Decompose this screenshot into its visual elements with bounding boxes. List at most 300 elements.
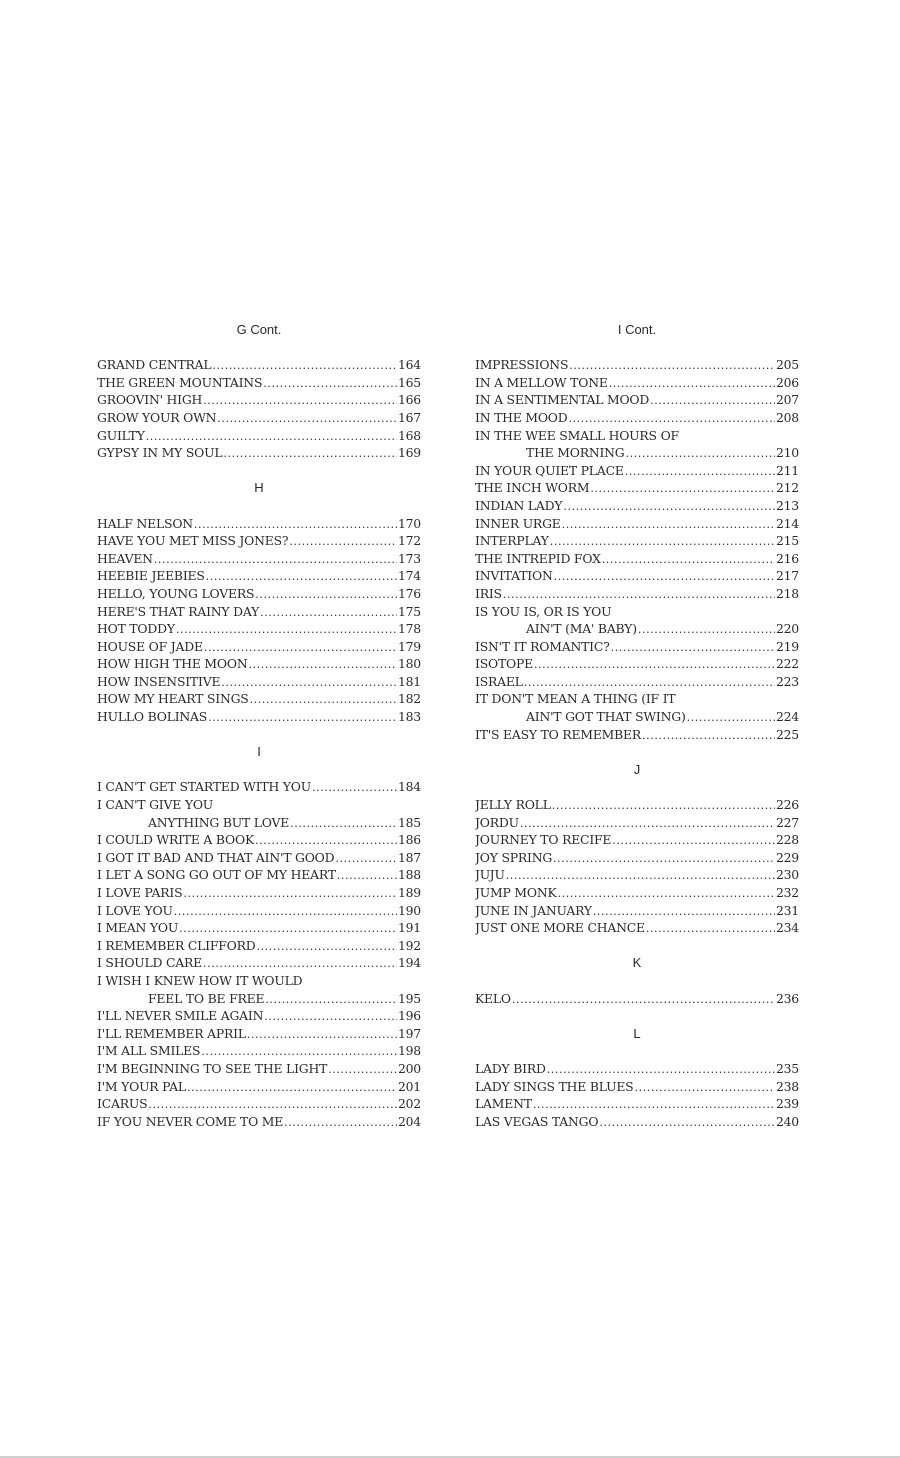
entry-line: [97, 1025, 421, 1043]
dot-leader: [337, 866, 397, 884]
section-spacer: [475, 339, 799, 357]
index-entry: [97, 884, 421, 902]
entry-page-number: 182: [397, 691, 421, 707]
dot-leader: [599, 1113, 775, 1131]
entry-title: HELLO, YOUNG LOVERS: [97, 585, 255, 601]
entry-title: HERE'S THAT RAINY DAY: [97, 603, 260, 619]
index-entry: [475, 1060, 799, 1078]
index-entry: [475, 638, 799, 656]
index-entry: [475, 919, 799, 937]
entry-page-number: 239: [775, 1096, 799, 1112]
entry-title: JUST ONE MORE CHANCE: [475, 920, 645, 936]
index-entry: [475, 550, 799, 568]
index-entry: [97, 515, 421, 533]
dot-leader: [626, 444, 775, 462]
entry-page-number: 176: [397, 585, 421, 601]
entry-page-number: 179: [397, 638, 421, 654]
entry-page-number: 172: [397, 533, 421, 549]
section-heading: I Cont.: [617, 322, 657, 337]
section-spacer: [97, 497, 421, 515]
entry-line: [475, 831, 799, 849]
entry-page-number: 219: [775, 638, 799, 654]
dot-leader: [154, 550, 397, 568]
entry-line: [97, 550, 421, 568]
dot-leader: [201, 1042, 397, 1060]
section-spacer: [475, 972, 799, 990]
dot-leader: [248, 655, 396, 673]
entry-line: [475, 1060, 799, 1078]
entry-page-number: 184: [397, 779, 421, 795]
entry-title: I LOVE YOU: [97, 902, 173, 918]
entry-line: [475, 655, 799, 673]
entry-line: [97, 356, 421, 374]
dot-leader: [255, 831, 397, 849]
entry-page-number: 197: [397, 1025, 421, 1041]
index-entry: [475, 673, 799, 691]
index-entry: [475, 814, 799, 832]
entry-page-number: 183: [397, 709, 421, 725]
entry-line: [475, 796, 799, 814]
entry-title: HOW INSENSITIVE: [97, 673, 221, 689]
entry-line: [475, 585, 799, 603]
entry-title: THE INTREPID FOX: [475, 550, 601, 566]
entry-line: [97, 902, 421, 920]
entry-page-number: 174: [397, 568, 421, 584]
dot-leader: [264, 1007, 397, 1025]
entry-line: [97, 849, 421, 867]
entry-title: I REMEMBER CLIFFORD: [97, 937, 256, 953]
index-entry: [97, 356, 421, 374]
dot-leader: [590, 479, 775, 497]
entry-page-number: 206: [775, 374, 799, 390]
index-entry: [97, 1113, 421, 1131]
entry-title: KELO: [475, 990, 511, 1006]
entry-title: ISN'T IT ROMANTIC?: [475, 638, 610, 654]
entry-title-line: [97, 972, 421, 990]
entry-page-number: 168: [397, 427, 421, 443]
dot-leader: [289, 532, 397, 550]
section-spacer: [97, 726, 421, 744]
entry-line: [97, 444, 421, 462]
index-entry: [475, 409, 799, 427]
entry-continuation-line: [97, 814, 421, 832]
index-entry: [97, 778, 421, 796]
dot-leader: [174, 902, 397, 920]
index-entry: [97, 585, 421, 603]
index-entry: [97, 972, 421, 1007]
entry-line: [475, 884, 799, 902]
section-spacer: [97, 761, 421, 779]
entry-page-number: 205: [775, 357, 799, 373]
entry-title: I CAN'T GET STARTED WITH YOU: [97, 779, 311, 795]
entry-line: [475, 409, 799, 427]
entry-line: [475, 515, 799, 533]
entry-title: LADY BIRD: [475, 1060, 546, 1076]
dot-leader: [179, 919, 397, 937]
dot-leader: [646, 919, 775, 937]
entry-line: [97, 884, 421, 902]
entry-line: [97, 620, 421, 638]
dot-leader: [265, 990, 397, 1008]
index-entry: [97, 444, 421, 462]
entry-page-number: 165: [397, 374, 421, 390]
entry-line: [475, 1078, 799, 1096]
entry-title: HAVE YOU MET MISS JONES?: [97, 533, 289, 549]
dot-leader: [255, 585, 397, 603]
dot-leader: [642, 726, 775, 744]
entry-title: ISRAEL: [475, 673, 523, 689]
entry-line: [97, 515, 421, 533]
entry-page-number: 207: [775, 392, 799, 408]
dot-leader: [634, 1078, 774, 1096]
entry-page-number: 208: [775, 409, 799, 425]
dot-leader: [609, 374, 775, 392]
entry-title: ISOTOPE: [475, 656, 533, 672]
entry-title: IT DON'T MEAN A THING (IF IT: [475, 691, 676, 707]
section-spacer: [475, 778, 799, 796]
entry-title: I'M BEGINNING TO SEE THE LIGHT: [97, 1060, 328, 1076]
dot-leader: [284, 1113, 397, 1131]
index-entry: [97, 1025, 421, 1043]
entry-line: [97, 919, 421, 937]
entry-title: HOW MY HEART SINGS: [97, 691, 249, 707]
entry-continuation-line: [475, 708, 799, 726]
dot-leader: [203, 954, 397, 972]
index-entry: [475, 585, 799, 603]
index-entry: [97, 954, 421, 972]
dot-leader: [204, 638, 397, 656]
index-entry: [97, 409, 421, 427]
entry-page-number: 214: [775, 515, 799, 531]
index-entry: [97, 1007, 421, 1025]
index-entry: [97, 638, 421, 656]
entry-page-number: 200: [397, 1060, 421, 1076]
index-entry: [97, 1042, 421, 1060]
entry-line: [475, 902, 799, 920]
index-entry: [97, 603, 421, 621]
entry-title: HALF NELSON: [97, 515, 193, 531]
entry-line: [475, 532, 799, 550]
dot-leader: [206, 567, 397, 585]
index-entry: [475, 990, 799, 1008]
entry-continuation-line: [475, 620, 799, 638]
entry-page-number: 164: [397, 357, 421, 373]
entry-line: [475, 391, 799, 409]
entry-page-number: 166: [397, 392, 421, 408]
index-entry: [475, 479, 799, 497]
entry-line: [97, 937, 421, 955]
entry-title: JUMP MONK: [475, 885, 557, 900]
entry-page-number: 216: [775, 550, 799, 566]
dot-leader: [221, 673, 397, 691]
entry-page-number: 210: [775, 445, 799, 461]
entry-page-number: 212: [775, 480, 799, 496]
index-entry: [475, 690, 799, 725]
dot-leader: [547, 1060, 775, 1078]
index-entry: [97, 567, 421, 585]
entry-page-number: 175: [397, 603, 421, 619]
dot-leader: [520, 814, 775, 832]
entry-title: I CAN'T GIVE YOU: [97, 797, 214, 813]
index-entry: [475, 1095, 799, 1113]
entry-line: [97, 673, 421, 691]
entry-title: LAMENT: [475, 1096, 532, 1112]
entry-page-number: 170: [397, 515, 421, 531]
left-column: [97, 321, 421, 1130]
dot-leader: [208, 708, 397, 726]
entry-title-continuation: ANYTHING BUT LOVE: [148, 814, 290, 830]
dot-leader: [625, 462, 775, 480]
entry-title: GRAND CENTRAL: [97, 357, 212, 373]
entry-page-number: 211: [775, 462, 799, 478]
index-entry: [97, 427, 421, 445]
index-entry: [97, 532, 421, 550]
dot-leader: [568, 409, 774, 427]
dot-leader: [250, 690, 397, 708]
dot-leader: [263, 374, 397, 392]
entry-line: [475, 638, 799, 656]
entry-line: [475, 726, 799, 744]
entry-page-number: 220: [775, 621, 799, 637]
entry-title: JOURNEY TO RECIFE: [475, 832, 612, 848]
entry-line: [97, 427, 421, 445]
entry-title-line: [475, 690, 799, 708]
entry-title: IF YOU NEVER COME TO ME: [97, 1113, 284, 1129]
index-entry: [475, 884, 799, 902]
section-spacer: [475, 937, 799, 955]
entry-line: [97, 567, 421, 585]
section-heading: J: [633, 761, 641, 777]
index-entry: [97, 1060, 421, 1078]
entry-title: I COULD WRITE A BOOK: [97, 832, 255, 848]
entry-page-number: 215: [775, 533, 799, 549]
entry-title: IMPRESSIONS: [475, 357, 569, 373]
entry-line: [475, 866, 799, 884]
entry-page-number: 186: [397, 832, 421, 848]
index-entry: [97, 902, 421, 920]
dot-leader: [223, 444, 397, 462]
entry-line: [97, 1078, 421, 1096]
entry-line: [475, 356, 799, 374]
entry-title: I LET A SONG GO OUT OF MY HEART: [97, 867, 336, 883]
entry-title: I WISH I KNEW HOW IT WOULD: [97, 972, 303, 988]
entry-line: [475, 919, 799, 937]
entry-line: [97, 831, 421, 849]
entry-page-number: 238: [775, 1078, 799, 1094]
entry-page-number: 231: [775, 902, 799, 918]
index-entry: [97, 1078, 421, 1096]
entry-line: [97, 954, 421, 972]
dot-leader: [194, 515, 397, 533]
entry-page-number: 204: [397, 1113, 421, 1129]
section-heading: I: [257, 744, 261, 760]
entry-page-number: 195: [397, 990, 421, 1006]
entry-title-continuation: THE MORNING: [526, 445, 625, 461]
entry-page-number: 187: [397, 849, 421, 865]
entry-page-number: 180: [397, 656, 421, 672]
entry-title: IN A SENTIMENTAL MOOD: [475, 392, 650, 408]
entry-title: IN YOUR QUIET PLACE: [475, 462, 624, 478]
entry-page-number: 236: [775, 990, 799, 1006]
entry-title-continuation: FEEL TO BE FREE: [148, 990, 265, 1006]
entry-line: [475, 1113, 799, 1131]
entry-page-number: 196: [397, 1008, 421, 1024]
dot-leader: [256, 937, 396, 955]
entry-page-number: 189: [397, 885, 421, 900]
dot-leader: [512, 990, 775, 1008]
entry-title: LADY SINGS THE BLUES: [475, 1078, 634, 1094]
entry-line: [97, 708, 421, 726]
entry-title-continuation: AIN'T GOT THAT SWING): [526, 709, 686, 725]
dot-leader: [217, 409, 397, 427]
index-entry: [97, 708, 421, 726]
dot-leader: [554, 567, 775, 585]
dot-leader: [593, 902, 775, 920]
entry-page-number: 185: [397, 814, 421, 830]
index-entry: [97, 1095, 421, 1113]
entry-title: JELLY ROLL: [475, 797, 551, 813]
entry-page-number: 225: [775, 726, 799, 742]
dot-leader: [506, 866, 775, 884]
entry-page-number: 230: [775, 867, 799, 883]
entry-page-number: 191: [397, 920, 421, 936]
entry-line: [97, 1007, 421, 1025]
index-entry: [475, 462, 799, 480]
entry-title-line: [475, 427, 799, 445]
entry-title: LAS VEGAS TANGO: [475, 1113, 599, 1129]
section-heading: G Cont.: [236, 322, 282, 337]
dot-leader: [611, 638, 775, 656]
dot-leader: [533, 1095, 775, 1113]
entry-title: THE GREEN MOUNTAINS: [97, 374, 263, 390]
right-column: [475, 321, 799, 1130]
entry-page-number: 234: [775, 920, 799, 936]
entry-title: HEEBIE JEEBIES: [97, 568, 205, 584]
index-entry: [475, 532, 799, 550]
entry-title-continuation: AIN'T (MA' BABY): [526, 621, 637, 637]
index-entry: [475, 849, 799, 867]
entry-page-number: 228: [775, 832, 799, 848]
entry-line: [97, 1042, 421, 1060]
entry-page-number: 226: [775, 797, 799, 813]
entry-page-number: 235: [775, 1060, 799, 1076]
entry-title: HOT TODDY: [97, 621, 175, 637]
entry-title: GROOVIN' HIGH: [97, 392, 203, 408]
index-entry: [475, 497, 799, 515]
index-entry: [475, 603, 799, 638]
entry-title: I SHOULD CARE: [97, 955, 203, 971]
dot-leader: [148, 1095, 397, 1113]
entry-page-number: 198: [397, 1043, 421, 1059]
entry-line: [97, 690, 421, 708]
index-entry: [475, 356, 799, 374]
index-entry: [475, 866, 799, 884]
entry-title: JUNE IN JANUARY: [475, 902, 592, 918]
entry-continuation-line: [475, 444, 799, 462]
index-entry: [97, 796, 421, 831]
entry-page-number: 223: [775, 673, 799, 689]
dot-leader: [553, 849, 775, 867]
index-entry: [97, 673, 421, 691]
entry-line: [97, 1060, 421, 1078]
entry-page-number: 173: [397, 550, 421, 566]
index-entry: [475, 374, 799, 392]
dot-leader: [638, 620, 775, 638]
dot-leader: [260, 603, 397, 621]
section-heading: L: [633, 1025, 641, 1041]
entry-title: INDIAN LADY: [475, 497, 563, 513]
dot-leader: [176, 620, 397, 638]
entry-page-number: 194: [397, 955, 421, 971]
entry-page-number: 201: [397, 1078, 421, 1094]
index-entry: [97, 391, 421, 409]
entry-page-number: 167: [397, 409, 421, 425]
entry-line: [97, 638, 421, 656]
dot-leader: [650, 391, 775, 409]
entry-page-number: 232: [775, 885, 799, 900]
entry-title: IT'S EASY TO REMEMBER: [475, 726, 642, 742]
dot-leader: [524, 673, 775, 691]
dot-leader: [534, 655, 775, 673]
entry-line: [97, 585, 421, 603]
entry-line: [97, 374, 421, 392]
entry-title: INTERPLAY: [475, 533, 549, 549]
entry-page-number: 227: [775, 814, 799, 830]
entry-line: [475, 374, 799, 392]
section-heading: K: [632, 955, 642, 971]
dot-leader: [290, 814, 397, 832]
entry-line: [475, 814, 799, 832]
entry-page-number: 169: [397, 445, 421, 461]
entry-line: [97, 778, 421, 796]
section-spacer: [475, 1042, 799, 1060]
entry-title: IN A MELLOW TONE: [475, 374, 608, 390]
index-entry: [475, 1113, 799, 1131]
entry-title: IRIS: [475, 585, 502, 601]
dot-leader: [687, 708, 775, 726]
section-spacer: [475, 1007, 799, 1025]
section-spacer: [97, 339, 421, 357]
dot-leader: [563, 497, 775, 515]
entry-page-number: 213: [775, 497, 799, 513]
entry-line: [97, 532, 421, 550]
entry-title: HULLO BOLINAS: [97, 709, 208, 725]
index-entry: [475, 902, 799, 920]
entry-title: HOW HIGH THE MOON: [97, 656, 248, 672]
index-entry: [97, 374, 421, 392]
section-spacer: [475, 743, 799, 761]
section-spacer: [97, 462, 421, 480]
entry-title: I GOT IT BAD AND THAT AIN'T GOOD: [97, 849, 335, 865]
dot-leader: [602, 550, 775, 568]
entry-title: GYPSY IN MY SOUL: [97, 445, 223, 461]
entry-title-line: [475, 603, 799, 621]
dot-leader: [335, 849, 397, 867]
index-entry: [97, 655, 421, 673]
dot-leader: [562, 515, 775, 533]
dot-leader: [569, 356, 775, 374]
entry-title: INNER URGE: [475, 515, 561, 531]
entry-title: IN THE MOOD: [475, 409, 568, 425]
dot-leader: [247, 1025, 397, 1043]
index-entry: [475, 515, 799, 533]
entry-title-line: [97, 796, 421, 814]
entry-page-number: 240: [775, 1113, 799, 1129]
entry-title: IS YOU IS, OR IS YOU: [475, 603, 612, 619]
index-entry: [475, 655, 799, 673]
entry-line: [475, 462, 799, 480]
entry-line: [97, 1095, 421, 1113]
